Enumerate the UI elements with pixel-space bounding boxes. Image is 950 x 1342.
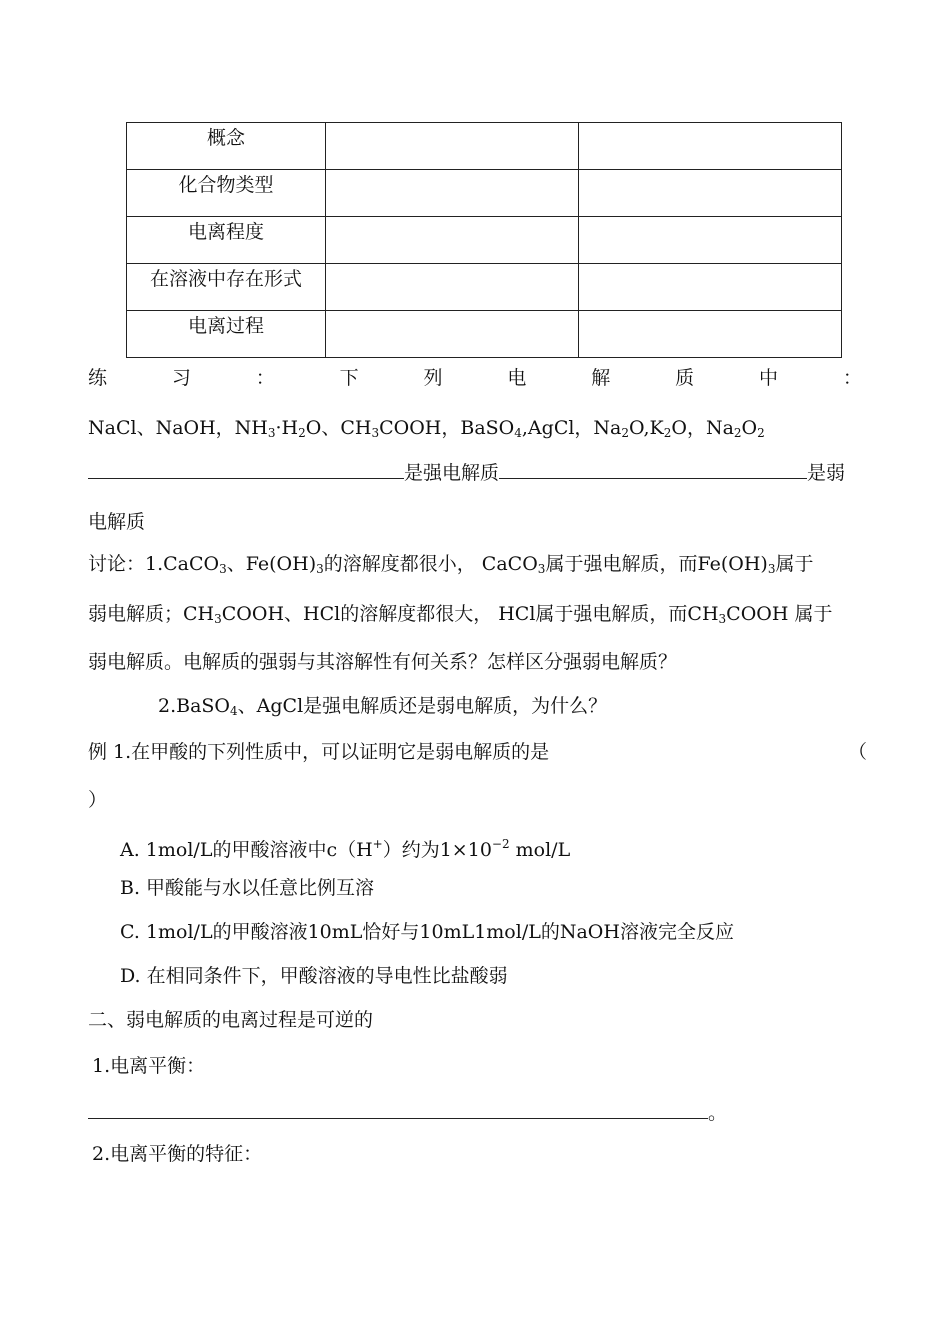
weak-electrolyte-cell[interactable] — [579, 311, 842, 358]
electrolyte-list: NaCl、NaOH，$NH_3\cdot H_2O$、$CH_3COOH$，BaSO$_4$,AgCl，$Na_2O,K_2O$，$Na_2O_2$ — [88, 417, 765, 440]
heading-char: 质 — [675, 367, 695, 389]
weak-label-continued: 电解质 — [88, 511, 146, 533]
row-label: 概念 — [127, 123, 326, 170]
discussion-line-3: 弱电解质。电解质的强弱与其溶解性有何关系？怎样区分强弱电解质？ — [88, 651, 678, 673]
weak-electrolyte-cell[interactable] — [579, 217, 842, 264]
weak-electrolyte-cell[interactable] — [579, 123, 842, 170]
period: 。 — [708, 1102, 728, 1124]
weak-answer-blank[interactable] — [499, 458, 807, 479]
answer-open-paren: （ — [848, 741, 868, 763]
heading-char: ： — [255, 367, 275, 389]
equilibrium-features-label: 2.电离平衡的特征： — [92, 1143, 263, 1165]
row-label: 电离程度 — [127, 217, 326, 264]
example-1-stem: 例 1.在甲酸的下列性质中，可以证明它是弱电解质的是 — [88, 741, 550, 763]
discussion-question-2: 2.BaSO$_4$、AgCl是强电解质还是弱电解质，为什么？ — [158, 695, 608, 718]
strong-answer-blank[interactable] — [88, 458, 404, 479]
table-row — [127, 170, 842, 217]
row-label: 电离过程 — [127, 311, 326, 358]
table-row — [127, 123, 842, 170]
strong-electrolyte-cell[interactable] — [326, 170, 579, 217]
row-label: 化合物类型 — [127, 170, 326, 217]
table-row — [127, 311, 842, 358]
option-b: B. 甲酸能与水以任意比例互溶 — [120, 877, 375, 899]
discussion-line-1: 讨论：1.CaCO$_3$、$Fe(OH)_3$的溶解度都很小， CaCO$_3$属于强电解质，而$Fe(OH)_3$属于 — [88, 553, 814, 576]
discussion-line-2: 弱电解质；$CH_3COOH$、HCl的溶解度都很大， HCl属于强电解质，而$CH_3COOH$ 属于 — [88, 603, 833, 626]
table-row — [127, 217, 842, 264]
strong-electrolyte-cell[interactable] — [326, 311, 579, 358]
weak-electrolyte-cell[interactable] — [579, 264, 842, 311]
heading-char: 练 — [88, 367, 108, 389]
ionization-equilibrium-blank-line — [88, 1098, 727, 1127]
heading-char: 下 — [339, 367, 359, 389]
section-2-heading: 二、弱电解质的电离过程是可逆的 — [88, 1009, 374, 1031]
option-a: A. 1mol/L的甲酸溶液中c（H+）约为$1\times 10^{-2}$ mol/L — [120, 837, 571, 861]
heading-char: 习 — [171, 367, 191, 389]
table-row — [127, 264, 842, 311]
strong-electrolyte-cell[interactable] — [326, 217, 579, 264]
heading-char: 列 — [423, 367, 443, 389]
heading-char: 解 — [591, 367, 611, 389]
strong-weak-blanks — [88, 458, 845, 487]
definition-answer-blank[interactable] — [88, 1098, 708, 1119]
strong-electrolyte-cell[interactable] — [326, 123, 579, 170]
practice-heading — [88, 364, 862, 392]
row-label: 在溶液中存在形式 — [127, 264, 326, 311]
strong-electrolyte-cell[interactable] — [326, 264, 579, 311]
strong-label: 是强电解质 — [404, 462, 500, 484]
heading-char: 电 — [507, 367, 527, 389]
heading-char: ： — [842, 367, 862, 389]
heading-char: 中 — [759, 367, 779, 389]
weak-label: 是弱 — [807, 462, 846, 484]
ionization-equilibrium-label: 1.电离平衡： — [92, 1055, 206, 1077]
option-c: C. 1mol/L的甲酸溶液10mL恰好与10mL1mol/L的NaOH溶液完全反应 — [120, 921, 734, 943]
answer-close-paren: ） — [88, 789, 108, 811]
weak-electrolyte-cell[interactable] — [579, 170, 842, 217]
option-d: D. 在相同条件下，甲酸溶液的导电性比盐酸弱 — [120, 965, 508, 987]
comparison-table — [126, 122, 842, 358]
